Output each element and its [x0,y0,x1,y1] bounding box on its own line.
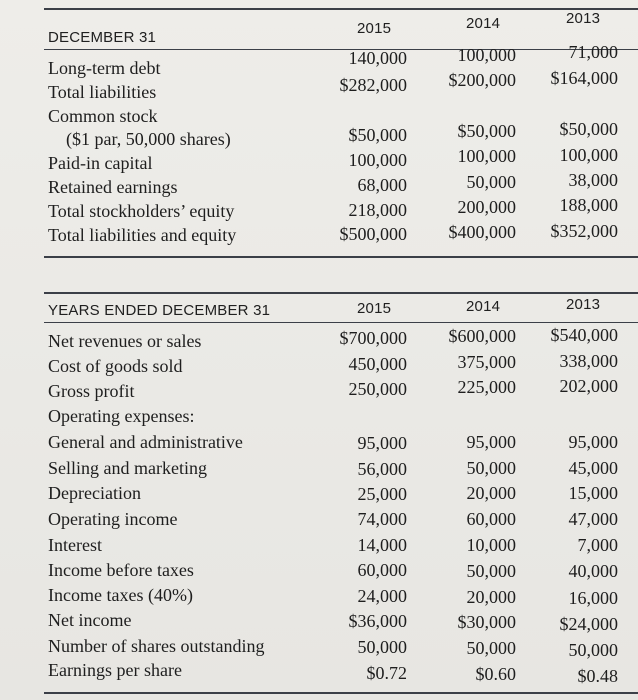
cell-selling-and-marketing-2013: 45,000 [568,458,618,478]
cell-total-liabilities-2015: $282,000 [339,75,407,95]
cell-total-stockholders-equity-2013: 188,000 [559,195,618,215]
cell-gross-profit-2013: 202,000 [559,376,618,396]
cell-total-liabilities-2014: $200,000 [448,70,516,90]
cell-depreciation-2014: 20,000 [466,483,516,503]
cell-operating-income-2013: 47,000 [568,509,618,529]
row-label-total-stockholders-equity: Total stockholders’ equity [48,201,235,221]
balance-sheet-header-label: DECEMBER 31 [48,29,157,46]
row-label-general-and-administrative: General and administrative [48,432,243,452]
cell-cost-of-goods-sold-2014: 375,000 [457,352,516,372]
income-statement-year-2014: 2014 [466,298,501,315]
cell-interest-2015: 14,000 [357,535,407,555]
row-label-interest: Interest [48,535,102,555]
cell-total-stockholders-equity-2014: 200,000 [457,197,516,217]
cell-income-before-taxes-2014: 50,000 [466,561,516,581]
cell-operating-income-2015: 74,000 [357,509,407,529]
cell-common-stock-2015: $50,000 [348,125,407,145]
cell-gross-profit-2014: 225,000 [457,377,516,397]
cell-paid-in-capital-2013: 100,000 [559,145,618,165]
row-label-total-liabilities-and-equity: Total liabilities and equity [48,225,237,245]
balance-sheet-year-2013: 2013 [566,10,601,27]
cell-retained-earnings-2015: 68,000 [357,175,407,195]
cell-total-liabilities-and-equity-2013: $352,000 [550,221,618,241]
cell-long-term-debt-2013: 71,000 [568,42,618,62]
income-statement-year-2015: 2015 [357,300,392,317]
cell-depreciation-2015: 25,000 [357,484,407,504]
top-rule [44,8,638,10]
row-label-shares-outstanding: Number of shares outstanding [48,636,265,656]
cell-net-income-2014: $30,000 [457,612,516,632]
balance-sheet-year-2014: 2014 [466,15,501,32]
row-label-common-stock: Common stock [48,106,158,126]
cell-shares-outstanding-2013: 50,000 [568,640,618,660]
cell-net-income-2015: $36,000 [348,611,407,631]
cell-common-stock-2013: $50,000 [559,119,618,139]
row-label-net-revenues: Net revenues or sales [48,331,202,351]
cell-net-revenues-2014: $600,000 [448,326,516,346]
row-label-net-income: Net income [48,610,132,630]
cell-income-taxes-2014: 20,000 [466,587,516,607]
row-label-cost-of-goods-sold: Cost of goods sold [48,356,183,376]
row-label-gross-profit: Gross profit [48,381,135,401]
cell-total-liabilities-2013: $164,000 [550,68,618,88]
cell-income-taxes-2013: 16,000 [568,588,618,608]
cell-earnings-per-share-2014: $0.60 [475,664,516,684]
cell-interest-2014: 10,000 [466,535,516,555]
cell-interest-2013: 7,000 [577,535,618,555]
cell-income-before-taxes-2015: 60,000 [357,560,407,580]
cell-income-taxes-2015: 24,000 [357,586,407,606]
cell-paid-in-capital-2014: 100,000 [457,146,516,166]
cell-shares-outstanding-2014: 50,000 [466,638,516,658]
cell-total-liabilities-and-equity-2015: $500,000 [339,224,407,244]
cell-shares-outstanding-2015: 50,000 [357,637,407,657]
cell-selling-and-marketing-2015: 56,000 [357,459,407,479]
cell-general-and-administrative-2014: 95,000 [466,432,516,452]
cell-gross-profit-2015: 250,000 [348,379,407,399]
row-label-total-liabilities: Total liabilities [48,82,157,102]
cell-long-term-debt-2014: 100,000 [457,45,516,65]
income-statement-year-2013: 2013 [566,296,601,313]
income-statement-header-label: YEARS ENDED DECEMBER 31 [48,302,271,319]
cell-paid-in-capital-2015: 100,000 [348,150,407,170]
balance-sheet-bottom-rule [44,256,638,258]
cell-net-revenues-2013: $540,000 [550,325,618,345]
cell-income-before-taxes-2013: 40,000 [568,561,618,581]
cell-net-revenues-2015: $700,000 [339,328,407,348]
row-label-operating-expenses: Operating expenses: [48,406,195,426]
cell-cost-of-goods-sold-2013: 338,000 [559,351,618,371]
cell-earnings-per-share-2015: $0.72 [366,663,407,683]
cell-net-income-2013: $24,000 [559,614,618,634]
cell-general-and-administrative-2013: 95,000 [568,432,618,452]
income-statement-bottom-rule [44,692,638,694]
cell-earnings-per-share-2013: $0.48 [577,666,618,686]
row-label-selling-and-marketing: Selling and marketing [48,458,207,478]
row-label-depreciation: Depreciation [48,483,141,503]
row-label-earnings-per-share: Earnings per share [48,660,182,680]
row-label-common-stock-par: ($1 par, 50,000 shares) [66,129,231,149]
cell-total-stockholders-equity-2015: 218,000 [348,200,407,220]
cell-general-and-administrative-2015: 95,000 [357,433,407,453]
cell-cost-of-goods-sold-2015: 450,000 [348,354,407,374]
cell-selling-and-marketing-2014: 50,000 [466,458,516,478]
income-statement-top-rule [44,292,638,294]
income-statement-header-rule [44,322,638,323]
balance-sheet-header-rule [44,49,638,50]
row-label-paid-in-capital: Paid-in capital [48,153,153,173]
row-label-operating-income: Operating income [48,509,178,529]
cell-depreciation-2013: 15,000 [568,483,618,503]
row-label-long-term-debt: Long-term debt [48,58,161,78]
row-label-income-before-taxes: Income before taxes [48,560,194,580]
balance-sheet-year-2015: 2015 [357,20,392,37]
row-label-retained-earnings: Retained earnings [48,177,178,197]
cell-long-term-debt-2015: 140,000 [348,48,407,68]
cell-operating-income-2014: 60,000 [466,509,516,529]
cell-retained-earnings-2013: 38,000 [568,170,618,190]
cell-total-liabilities-and-equity-2014: $400,000 [448,222,516,242]
row-label-income-taxes: Income taxes (40%) [48,585,193,605]
cell-common-stock-2014: $50,000 [457,121,516,141]
cell-retained-earnings-2014: 50,000 [466,172,516,192]
